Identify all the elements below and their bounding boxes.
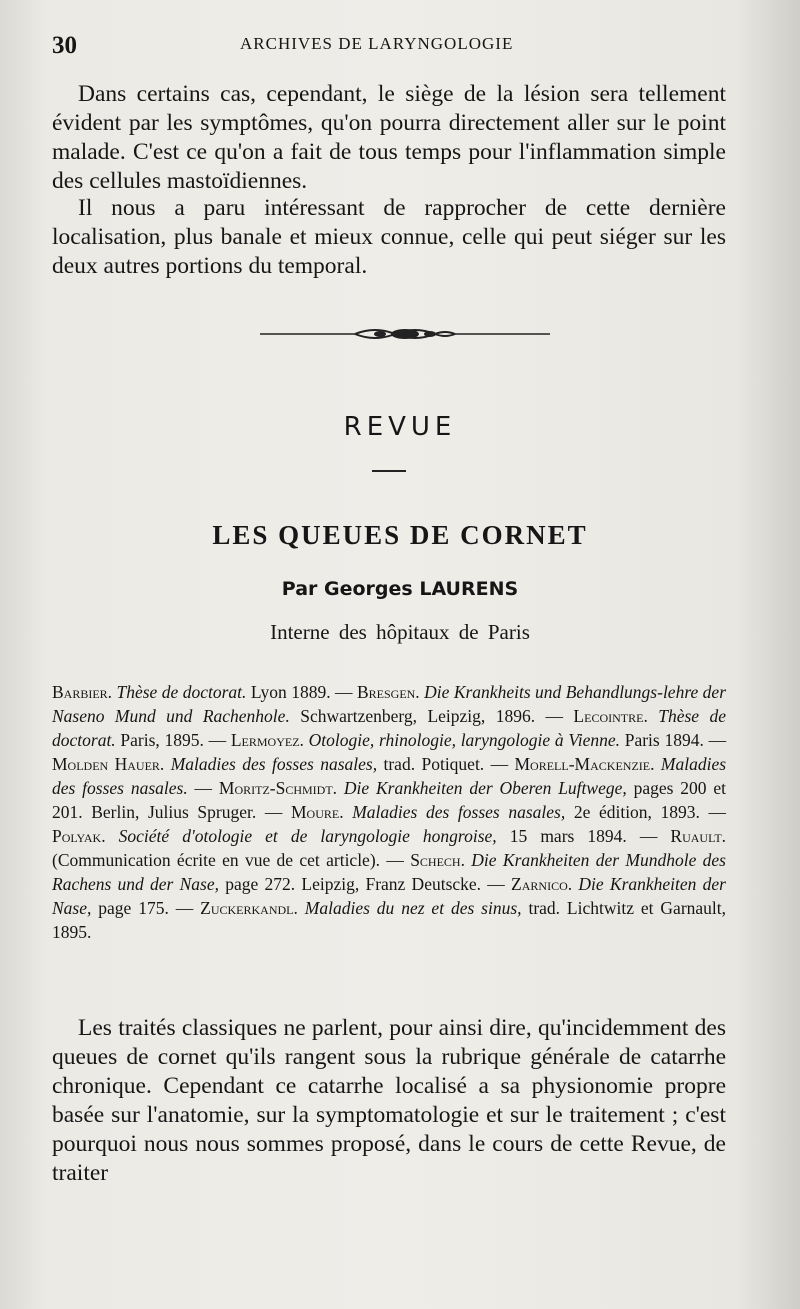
author-affiliation: Interne des hôpitaux de Paris bbox=[270, 620, 530, 644]
bib-title: Thèse de doctorat. bbox=[52, 706, 727, 750]
bib-details: 2e édition, 1893. bbox=[573, 802, 700, 822]
bib-title: Die Krankheiten der Nase, bbox=[52, 874, 726, 918]
bib-author: Lermoyez. bbox=[230, 730, 304, 750]
intro-paragraph-2: Il nous a paru intéressant de rapprocher de cette dernière localisation, plus banale et mieux connue, celle qui peut siéger sur les deux autres portions du temporal. bbox=[52, 195, 726, 279]
ornament-divider-icon bbox=[260, 324, 550, 344]
bib-details: Paris, 1895. bbox=[120, 730, 204, 750]
bib-author: Ruault. bbox=[670, 826, 727, 846]
bibliography-entry: — Polyak. Société d'otologie et de laryngologie hongroise, 15 mars 1894. bbox=[52, 802, 727, 846]
bib-author: Zuckerkandl. bbox=[200, 898, 298, 918]
bib-title: Thèse de doctorat. bbox=[116, 682, 247, 702]
bib-title: Die Krankheiten der Oberen Luftwege, bbox=[343, 778, 627, 798]
bib-details: page 175. bbox=[98, 898, 169, 918]
intro-paragraph-1: Dans certains cas, cependant, le siège de la lésion sera tellement évident par les symptômes, qu'on pourra directement aller sur le point malade. C'est ce qu'on a fait de tous temps pour l'inflammation simple des cellules mastoïdiennes. bbox=[52, 81, 726, 194]
bib-author: Molden Hauer. bbox=[52, 754, 165, 774]
section-title: REVUE bbox=[343, 412, 457, 442]
bib-title: Die Krankheits und Behandlungs-lehre der Naseno Mund und Rachenhole. bbox=[52, 682, 727, 726]
bib-author: Lecointre. bbox=[573, 706, 648, 726]
bib-title: Die Krankheiten der Mundhole des Rachens und der Nase, bbox=[52, 850, 726, 894]
bib-author: Morell-Mackenzie. bbox=[514, 754, 655, 774]
bib-details: Paris 1894. bbox=[624, 730, 704, 750]
bib-details: trad. Potiquet. bbox=[383, 754, 485, 774]
bib-author: Polyak. bbox=[52, 826, 106, 846]
page-header bbox=[52, 30, 752, 60]
bib-title: Maladies des fosses nasales. bbox=[52, 754, 727, 798]
body-paragraph: Les traités classiques ne parlent, pour ainsi dire, qu'incidemment des queues de cornet qu'ils rangent sous la rubrique générale de catarrhe chronique. Cependant ce catarrhe localisé a sa physionomie propre basée sur l'anatomie, sur la symptomatologie et sur le traitement ; c'est pourquoi nous nous sommes proposé, dans le cours de cette Revue, de traiter bbox=[52, 1015, 726, 1186]
bib-title: Maladies des fosses nasales, bbox=[170, 754, 378, 774]
section-dash bbox=[372, 470, 406, 472]
bib-author: Moritz-Schmidt. bbox=[218, 778, 338, 798]
bib-title: Maladies du nez et des sinus, bbox=[304, 898, 522, 918]
bib-author: Bresgen. bbox=[356, 682, 420, 702]
bib-details: trad. Lichtwitz et Garnault, 1895. bbox=[52, 898, 727, 942]
article-author: Par Georges LAURENS bbox=[281, 578, 519, 600]
bibliography-entry: — Morell-Mackenzie. Maladies des fosses nasales. bbox=[52, 754, 727, 798]
bib-title: Maladies des fosses nasales, bbox=[352, 802, 566, 822]
page-number: 30 bbox=[52, 32, 77, 59]
bibliography-entry: — Bresgen. Die Krankheits und Behandlungs-lehre der Naseno Mund und Rachenhole. Schwartzenberg, Leipzig, 1896. bbox=[52, 682, 727, 726]
bib-details: pages 200 et 201. Berlin, Julius Spruger. bbox=[52, 778, 727, 822]
bibliography-entry: — Lecointre. Thèse de doctorat. Paris, 1895. bbox=[52, 706, 727, 750]
bib-author: Moure. bbox=[290, 802, 344, 822]
bibliography-entry: — Moure. Maladies des fosses nasales, 2e édition, 1893. bbox=[256, 802, 700, 822]
bib-title: Société d'otologie et de laryngologie hongroise, bbox=[118, 826, 497, 846]
bibliography-entry: — Schech. Die Krankheiten der Mundhole des Rachens und der Nase, page 272. Leipzig, Franz Deutscke. bbox=[52, 850, 726, 894]
bibliography-entry: — Ruault. (Communication écrite en vue de cet article). bbox=[52, 826, 727, 870]
bibliography-entry: — Molden Hauer. Maladies des fosses nasales, trad. Potiquet. bbox=[52, 730, 727, 774]
bibliography-entry: — Lermoyez. Otologie, rhinologie, laryngologie à Vienne. Paris 1894. bbox=[203, 730, 704, 750]
bib-author: Schech. bbox=[410, 850, 465, 870]
bib-details: (Communication écrite en vue de cet article). bbox=[52, 850, 381, 870]
bibliography-entry bbox=[52, 682, 331, 702]
bib-details: 15 mars 1894. bbox=[509, 826, 627, 846]
bib-title: Otologie, rhinologie, laryngologie à Vienne. bbox=[308, 730, 620, 750]
article-title: LES QUEUES DE CORNET bbox=[212, 520, 588, 550]
bib-details: page 272. Leipzig, Franz Deutscke. bbox=[225, 874, 482, 894]
bibliography-entry: — Zuckerkandl. Maladies du nez et des sinus, trad. Lichtwitz et Garnault, 1895. bbox=[52, 898, 727, 942]
bib-details: Schwartzenberg, Leipzig, 1896. bbox=[300, 706, 536, 726]
bib-details: Lyon 1889. bbox=[250, 682, 331, 702]
bibliography-entry: — Moritz-Schmidt. Die Krankheiten der Oberen Luftwege, pages 200 et 201. Berlin, Julius Spruger. bbox=[52, 778, 727, 822]
bib-author: Zarnico. bbox=[511, 874, 573, 894]
bib-author: Barbier. bbox=[52, 682, 113, 702]
bibliography bbox=[52, 680, 726, 944]
running-head: ARCHIVES DE LARYNGOLOGIE bbox=[240, 34, 514, 53]
bibliography-entry: — Zarnico. Die Krankheiten der Nase, page 175. bbox=[52, 874, 726, 918]
